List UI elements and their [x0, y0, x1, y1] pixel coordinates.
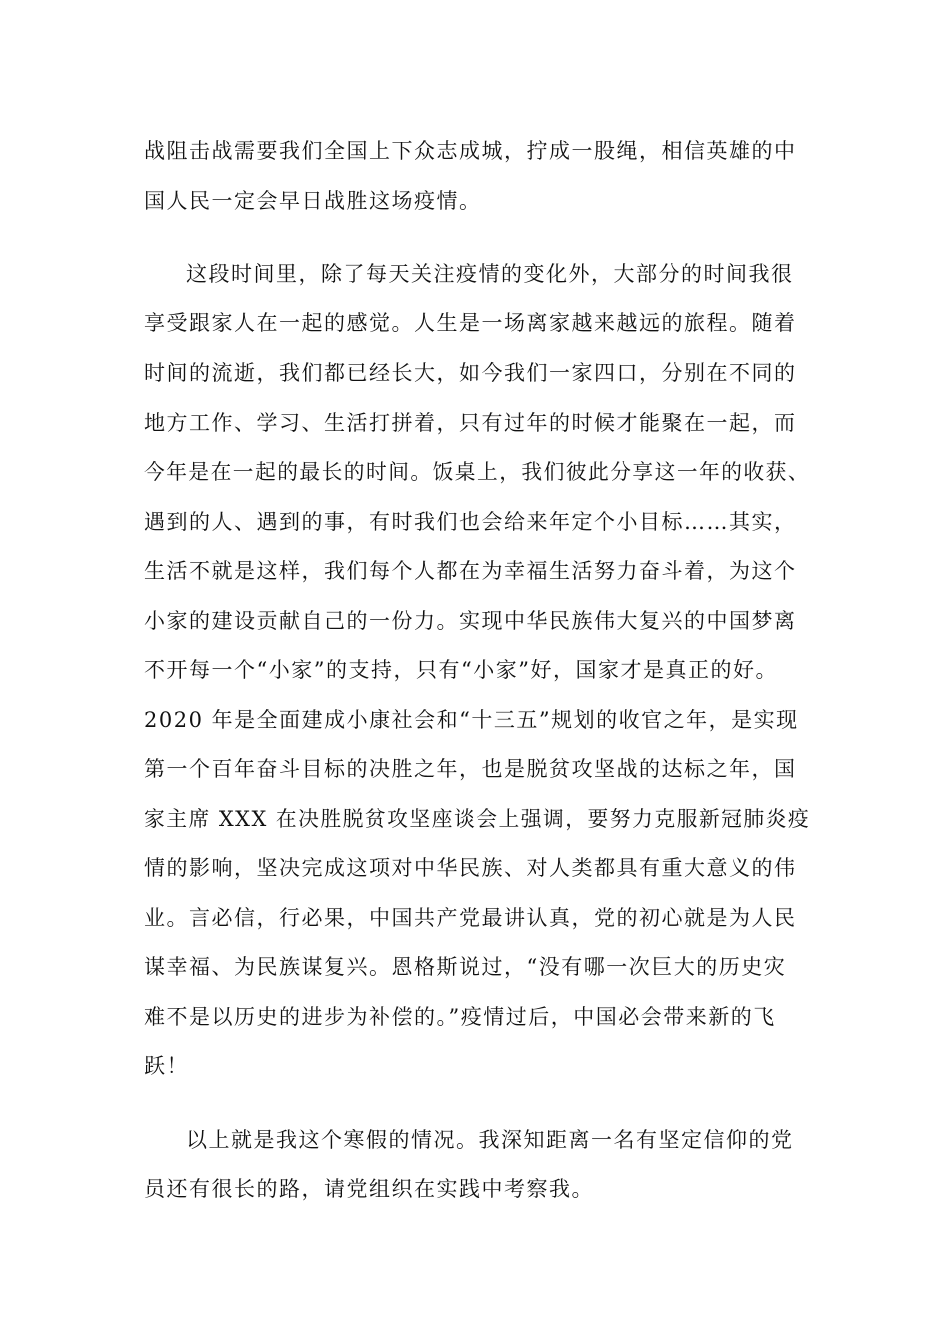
text-line: 时间的流逝，我们都已经长大，如今我们一家四口，分别在不同的	[144, 361, 797, 385]
text-line: 业。言必信，行必果，中国共产党最讲认真，党的初心就是为人民	[144, 906, 797, 930]
text-line: 遇到的人、遇到的事，有时我们也会给来年定个小目标……其实，	[144, 510, 797, 534]
text-line: 地方工作、学习、生活打拼着，只有过年的时候才能聚在一起，而	[144, 411, 797, 435]
text-line: 这段时间里，除了每天关注疫情的变化外，大部分的时间我很	[186, 262, 794, 286]
text-line: 跃！	[144, 1054, 189, 1078]
text-line: 国人民一定会早日战胜这场疫情。	[144, 189, 482, 213]
text-line: 小家的建设贡献自己的一份力。实现中华民族伟大复兴的中国梦离	[144, 609, 797, 633]
text-line: 2020 年是全面建成小康社会和“十三五”规划的收官之年，是实现	[144, 708, 799, 732]
text-line: 家主席 XXX 在决胜脱贫攻坚座谈会上强调，要努力克服新冠肺炎疫	[144, 807, 811, 831]
text-line: 不开每一个“小家”的支持，只有“小家”好，国家才是真正的好。	[144, 658, 778, 682]
text-line: 第一个百年奋斗目标的决胜之年，也是脱贫攻坚战的达标之年，国	[144, 757, 797, 781]
text-line: 谋幸福、为民族谋复兴。恩格斯说过，“没有哪一次巨大的历史灾	[144, 955, 787, 979]
text-line: 战阻击战需要我们全国上下众志成城，拧成一股绳，相信英雄的中	[144, 139, 797, 163]
text-line: 员还有很长的路，请党组织在实践中考察我。	[144, 1177, 594, 1201]
text-line: 难不是以历史的进步为补偿的。”疫情过后，中国必会带来新的飞	[144, 1005, 776, 1029]
text-line: 享受跟家人在一起的感觉。人生是一场离家越来越远的旅程。随着	[144, 311, 797, 335]
text-line: 情的影响，坚决完成这项对中华民族、对人类都具有重大意义的伟	[144, 856, 797, 880]
text-line: 生活不就是这样，我们每个人都在为幸福生活努力奋斗着，为这个	[144, 559, 797, 583]
text-line: 今年是在一起的最长的时间。饭桌上，我们彼此分享这一年的收获、	[144, 460, 811, 484]
text-line: 以上就是我这个寒假的情况。我深知距离一名有坚定信仰的党	[186, 1128, 794, 1152]
